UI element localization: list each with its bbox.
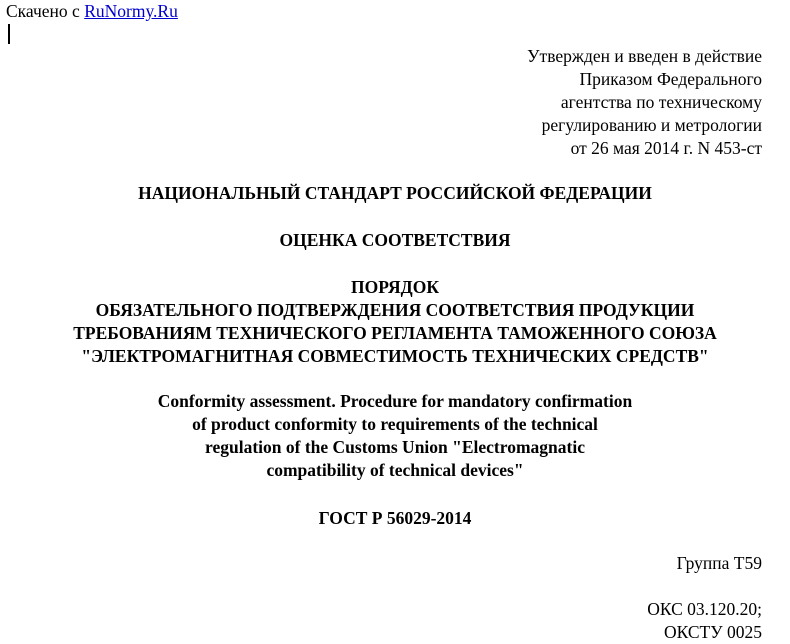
gost-designation-text: ГОСТ Р 56029-2014 [318, 508, 472, 528]
subject-text: ОЦЕНКА СООТВЕТСТВИЯ [279, 230, 511, 250]
approval-line: Приказом Федерального [579, 69, 762, 89]
title-en [0, 390, 790, 482]
title-en-line: compatibility of technical devices" [266, 460, 524, 480]
oks-code: ОКС 03.120.20; [647, 599, 762, 619]
subject-heading [0, 229, 790, 252]
approval-block [527, 45, 762, 160]
title-ru-line: "ЭЛЕКТРОМАГНИТНАЯ СОВМЕСТИМОСТЬ ТЕХНИЧЕСКИХ СРЕДСТВ" [81, 346, 709, 366]
source-link[interactable]: RuNormy.Ru [84, 1, 178, 21]
classification-block [647, 598, 762, 644]
standard-type-heading [0, 182, 790, 205]
standard-type-text: НАЦИОНАЛЬНЫЙ СТАНДАРТ РОССИЙСКОЙ ФЕДЕРАЦИИ [138, 183, 652, 203]
approval-line: регулированию и метрологии [541, 115, 762, 135]
title-ru-line: ПОРЯДОК [350, 277, 440, 297]
title-en-line: regulation of the Customs Union "Electromagnatic [205, 437, 585, 457]
approval-line: агентства по техническому [560, 92, 762, 112]
source-prefix: Скачено с [6, 1, 85, 21]
title-ru-line: ТРЕБОВАНИЯМ ТЕХНИЧЕСКОГО РЕГЛАМЕНТА ТАМОЖЕННОГО СОЮЗА [73, 323, 717, 343]
okstu-code: ОКСТУ 0025 [663, 622, 762, 642]
source-line [6, 0, 178, 23]
text-cursor [8, 24, 10, 44]
approval-line: Утвержден и введен в действие [527, 46, 762, 66]
title-ru-line: ОБЯЗАТЕЛЬНОГО ПОДТВЕРЖДЕНИЯ СООТВЕТСТВИЯ ПРОДУКЦИИ [95, 300, 695, 320]
approval-line: от 26 мая 2014 г. N 453-ст [570, 138, 762, 158]
group-code: Группа Т59 [676, 553, 762, 573]
title-en-line: Conformity assessment. Procedure for mandatory confirmation [157, 391, 633, 411]
gost-designation [0, 507, 790, 530]
title-en-line: of product conformity to requirements of the technical [192, 414, 598, 434]
title-ru [0, 276, 790, 368]
